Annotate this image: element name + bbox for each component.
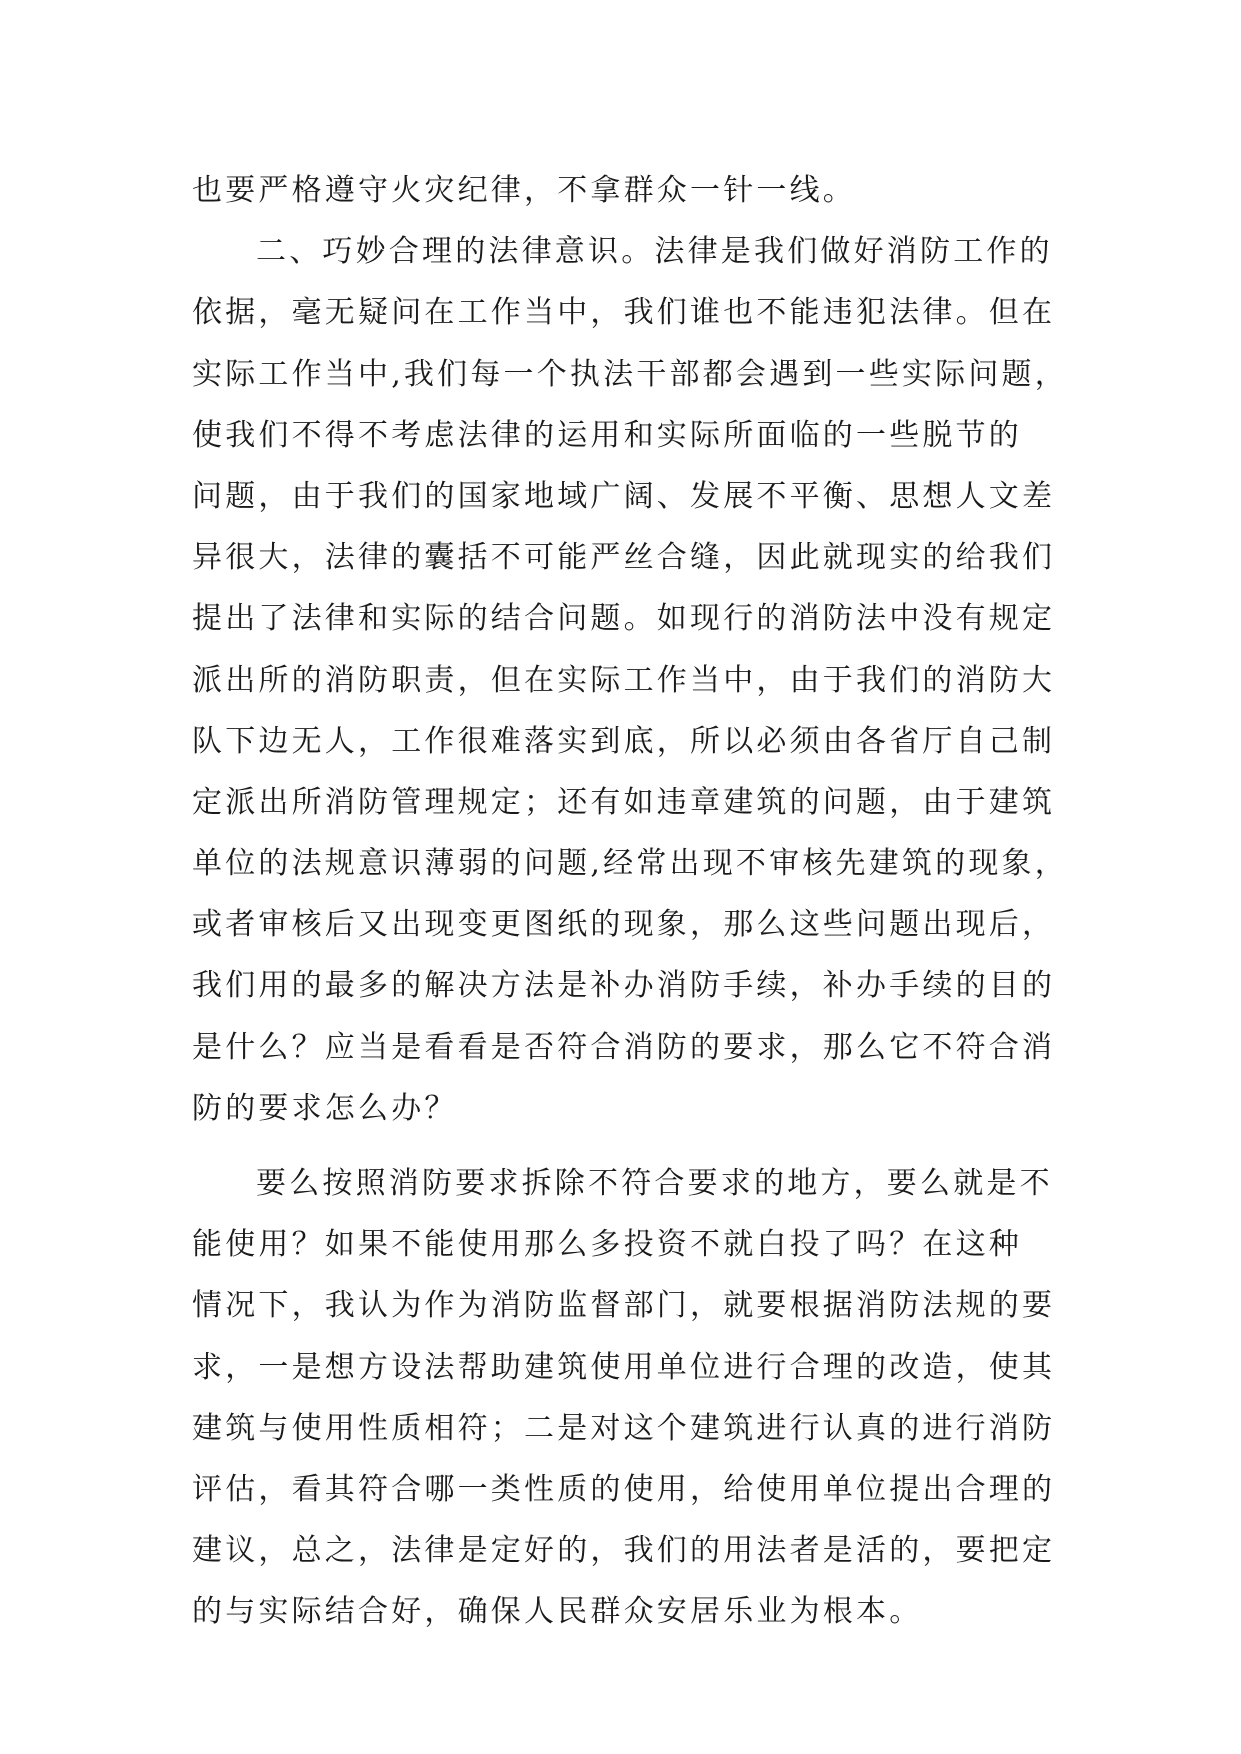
text-line: 建筑与使用性质相符；二是对这个建筑进行认真的进行消防 bbox=[192, 1410, 1056, 1446]
text-line: 能使用？如果不能使用那么多投资不就白投了吗？在这种 bbox=[192, 1227, 1022, 1263]
text-line: 建议，总之，法律是定好的，我们的用法者是活的，要把定 bbox=[192, 1533, 1056, 1569]
paragraph-start-line: 要么按照消防要求拆除不符合要求的地方，要么就是不 bbox=[256, 1166, 1053, 1201]
text-line: 定派出所消防管理规定；还有如违章建筑的问题，由于建筑 bbox=[192, 784, 1056, 820]
body-text bbox=[192, 160, 1068, 1643]
text-line: 异很大，法律的囊括不可能严丝合缝，因此就现实的给我们 bbox=[192, 540, 1056, 576]
text-line: 问题，由于我们的国家地域广阔、发展不平衡、思想人文差 bbox=[192, 478, 1056, 514]
text-line: 情况下，我认为作为消防监督部门，就要根据消防法规的要 bbox=[192, 1288, 1056, 1324]
text-line: 提出了法律和实际的结合问题。如现行的消防法中没有规定 bbox=[192, 601, 1056, 637]
text-line: 我们用的最多的解决方法是补办消防手续，补办手续的目的 bbox=[192, 968, 1056, 1004]
text-line: 求，一是想方设法帮助建筑使用单位进行合理的改造，使其 bbox=[192, 1349, 1056, 1385]
text-line: 防的要求怎么办？ bbox=[192, 1090, 458, 1126]
text-line: 队下边无人，工作很难落实到底，所以必须由各省厅自己制 bbox=[192, 723, 1056, 759]
text-line: 实际工作当中,我们每一个执法干部都会遇到一些实际问题， bbox=[192, 356, 1068, 392]
text-line: 单位的法规意识薄弱的问题,经常出现不审核先建筑的现象， bbox=[192, 846, 1068, 882]
text-line: 也要严格遵守火灾纪律，不拿群众一针一线。 bbox=[192, 173, 856, 208]
text-line: 评估，看其符合哪一类性质的使用，给使用单位提出合理的 bbox=[192, 1471, 1056, 1507]
text-line: 依据，毫无疑问在工作当中，我们谁也不能违犯法律。但在 bbox=[192, 295, 1056, 331]
text-line: 的与实际结合好，确保人民群众安居乐业为根本。 bbox=[192, 1594, 923, 1630]
text-line: 派出所的消防职责，但在实际工作当中，由于我们的消防大 bbox=[192, 662, 1056, 698]
text-line: 或者审核后又出现变更图纸的现象，那么这些问题出现后， bbox=[192, 907, 1056, 943]
paragraph-start-line: 二、巧妙合理的法律意识。法律是我们做好消防工作的 bbox=[256, 234, 1053, 270]
text-line: 使我们不得不考虑法律的运用和实际所面临的一些脱节的 bbox=[192, 417, 1022, 453]
text-line: 是什么？应当是看看是否符合消防的要求，那么它不符合消 bbox=[192, 1029, 1056, 1065]
